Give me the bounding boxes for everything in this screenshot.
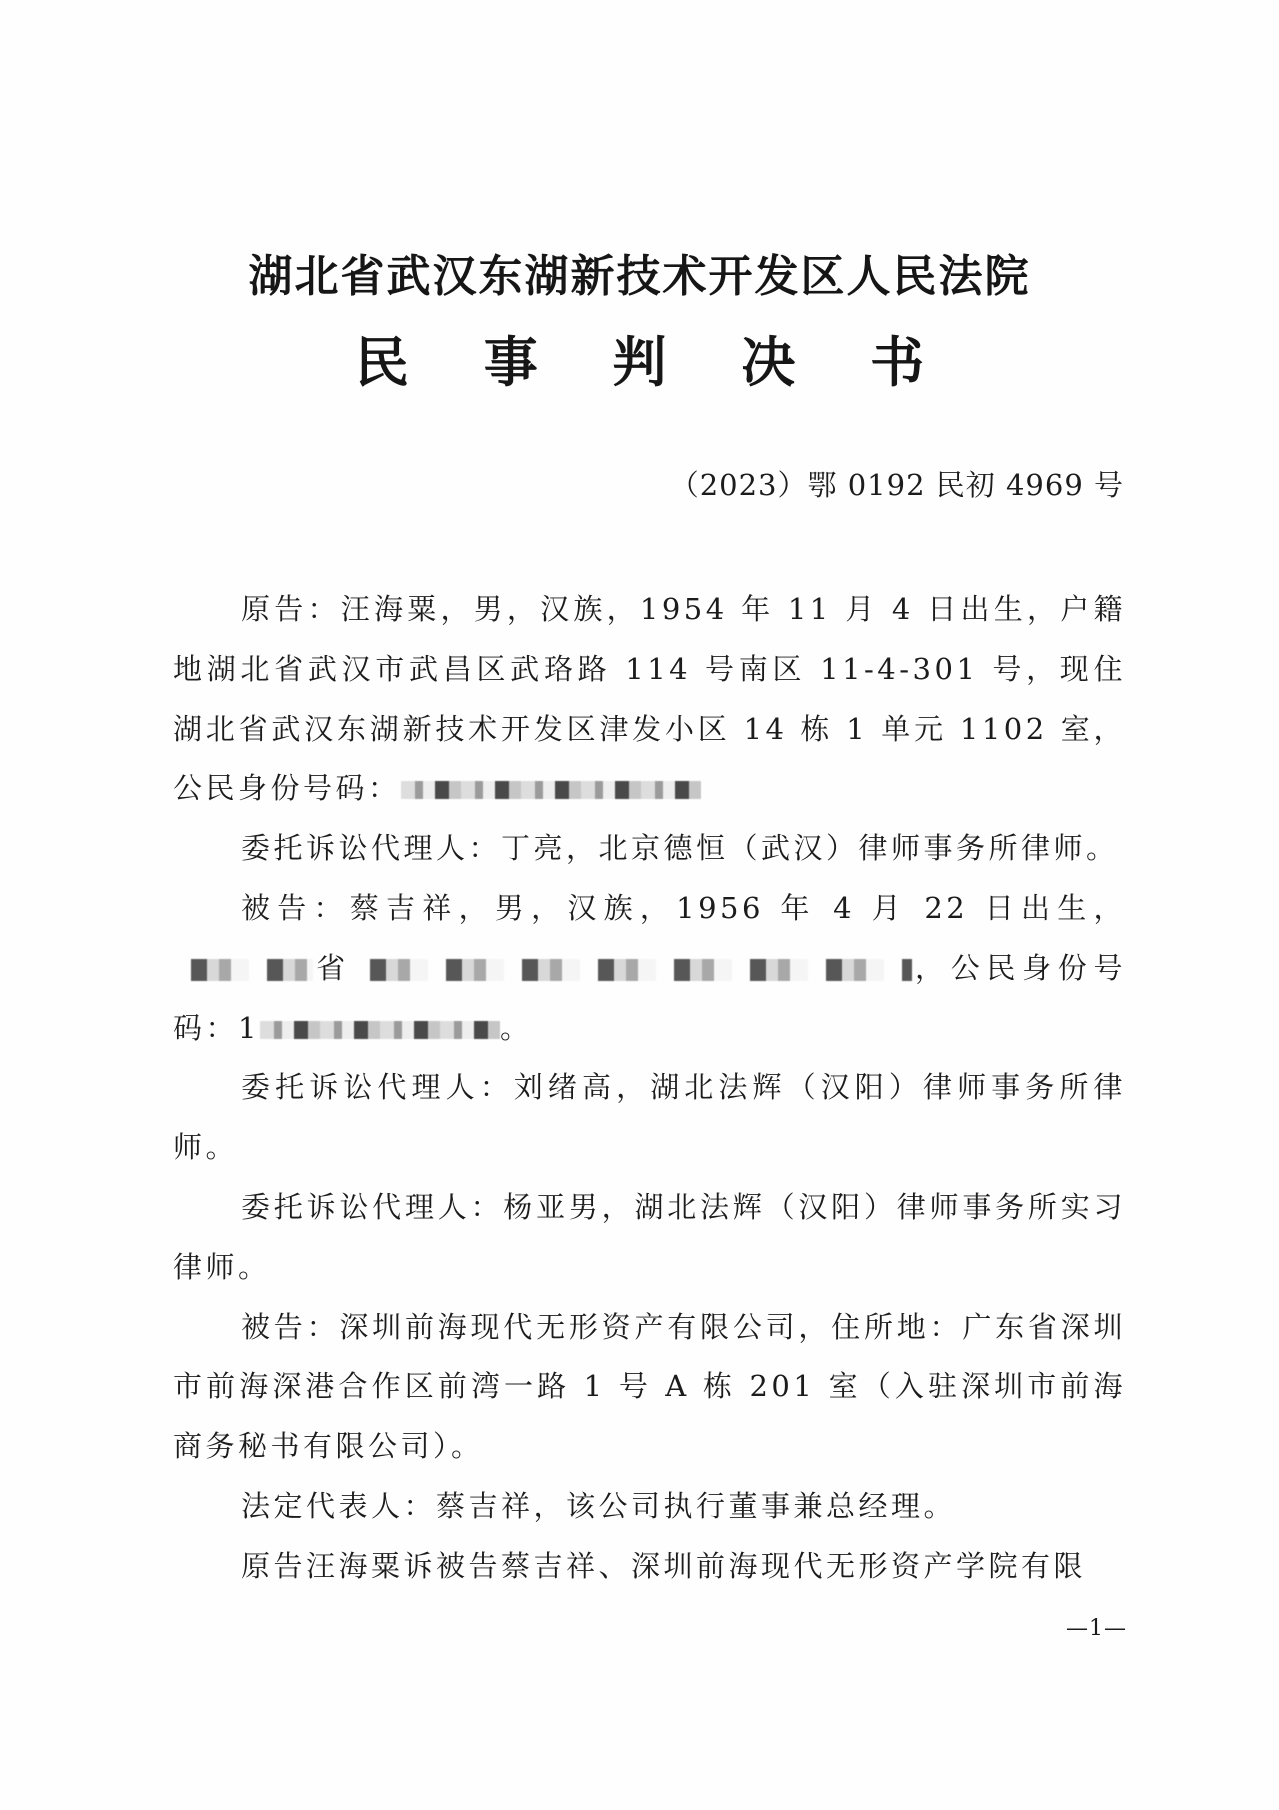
redacted-defendant-id: [260, 1021, 500, 1039]
page-number: —1—: [1066, 1616, 1127, 1641]
legal-representative-paragraph: 法定代表人：蔡吉祥，该公司执行董事兼总经理。: [241, 1488, 957, 1523]
redacted-id-number: [401, 781, 701, 799]
redacted-address: [352, 959, 912, 981]
redacted-address-start: [173, 959, 313, 981]
case-summary-paragraph: 原告汪海粟诉被告蔡吉祥、深圳前海现代无形资产学院有限: [241, 1548, 1087, 1583]
defendant-agent-paragraph-1: 委托诉讼代理人：刘绪高，湖北法辉（汉阳）律师事务所律师。: [173, 1070, 1126, 1165]
plaintiff-agent-paragraph: 委托诉讼代理人：丁亮，北京德恒（武汉）律师事务所律师。: [241, 831, 1119, 866]
defendant-id-label: ，公民身份号码：: [173, 950, 1126, 1045]
defendant-id-end: 。: [499, 1010, 533, 1045]
judgment-body: [173, 580, 1126, 1597]
defendant-person-paragraph: [173, 879, 1126, 1058]
defendant-agent-paragraph-2: 委托诉讼代理人：杨亚男，湖北法辉（汉阳）律师事务所实习律师。: [173, 1189, 1126, 1284]
defendant-id-prefix: 1: [238, 1010, 260, 1045]
plaintiff-paragraph: [173, 580, 1126, 819]
defendant-person-text: 被告：蔡吉祥，男，汉族，1956 年 4 月 22 日出生，: [241, 890, 1126, 925]
document-type-title: 民 事 判 决 书: [354, 331, 953, 394]
court-name: 湖北省武汉东湖新技术开发区人民法院: [248, 251, 1031, 302]
defendant-company-paragraph: 被告：深圳前海现代无形资产有限公司，住所地：广东省深圳市前海深港合作区前湾一路 1 号 A 栋 201 室（入驻深圳市前海商务秘书有限公司）。: [173, 1309, 1126, 1464]
plaintiff-text: 原告：汪海粟，男，汉族，1954 年 11 月 4 日出生，户籍地湖北省武汉市武昌区武珞路 114 号南区 11-4-301 号，现住湖北省武汉东湖新技术开发区津发小区 14 栋 1 单元 1102 室，公民身份号码：: [173, 592, 1126, 806]
defendant-address-prefix: 省: [313, 950, 352, 985]
case-number: （2023）鄂 0192 民初 4969 号: [669, 468, 1124, 502]
